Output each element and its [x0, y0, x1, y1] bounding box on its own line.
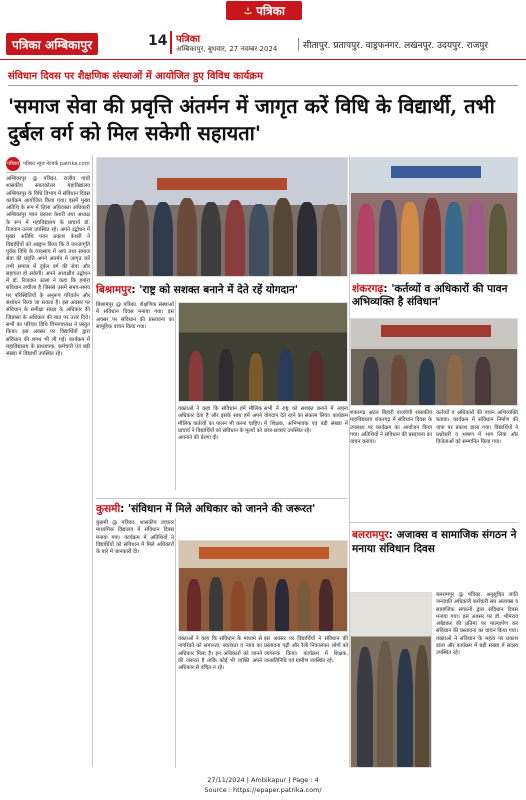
page-number: 14 [148, 33, 168, 49]
event-photo-balrampur [350, 592, 432, 768]
story-place: बिश्रामपुर [96, 284, 132, 296]
byline [6, 155, 90, 173]
lead-headline: 'समाज सेवा की प्रवृत्ति अंतर्मन में जागृत करें विधि के विद्यार्थी, तभी दुर्बल वर्ग को मिल सकेगी सहायता' [8, 94, 495, 145]
masthead [0, 30, 526, 60]
city-list: सीतापुर. प्रतापपुर. वाड्रफनगर. लखनपुर. उदयपुर. राजपुर [298, 38, 488, 51]
lamp-icon [243, 6, 253, 16]
group-photo-shankargarh [350, 157, 518, 275]
story-place: शंकरगढ़ [352, 283, 384, 295]
column-divider [175, 300, 176, 490]
divider [8, 85, 518, 86]
footer-date-page: 27/11/2024 | Ambikapur | Page : 4 [207, 776, 319, 784]
story-headline-kusmi: कुसमी: 'संविधान में मिले अधिकार को जानने की जरूरत' [96, 503, 316, 515]
story-body: वक्ताओं ने कहा कि संविधान हमें मौलिक अधिकार देता है और इसके साथ हमें अपने मौलिक कर्तव्यों का पालन भी करना चाहिए। प्राचार्य ने विद्यार्थियों को संविधान के मूल्यों को अपनाने की प्रेरणा दी। [178, 406, 262, 442]
story-body: शंकरगढ़ अटल बिहारी वाजपेयी शासकीय महाविद्यालय शंकरगढ़ में संविधान दिवस के उपलक्ष्य पर कार्यक्रम का आयोजन किया गया। अतिथियों ने संविधान की प्रस्तावना का वाचन कराया। [350, 410, 432, 446]
page-footer [0, 775, 526, 795]
date-line: अम्बिकापुर, बुधवार, 27 नवम्बर 2024 [176, 45, 278, 53]
section-divider [96, 498, 348, 499]
edition-label: पत्रिका अम्बिकापुर [6, 33, 98, 55]
footer-source: Source : https://epaper.patrika.com/ [204, 786, 322, 794]
group-photo-ambikapur [96, 157, 348, 277]
event-photo-bishrampur [178, 302, 348, 402]
logo-text: पत्रिका [256, 4, 285, 18]
story-title: 'संविधान में मिले अधिकार को जानने की जरूरत' [128, 503, 316, 515]
byline-logo: पत्रिका [6, 157, 20, 171]
story-body: कुसमी @ पत्रिका. शासकीय उच्चतर माध्यमिक विद्यालय में संविधान दिवस मनाया गया। कार्यक्रम में अतिथियों ने विद्यार्थियों को संविधान में मिले अधिकारों के बारे में जानकारी दी। [96, 520, 174, 556]
section-divider [350, 522, 518, 523]
story-headline-balrampur: बलरामपुर: अजाक्स व सामाजिक संगठन ने मनाया संविधान दिवस [352, 529, 517, 555]
story-body: कर्तव्यों व अधिकारों की पावन अभिव्यक्ति बताया। कार्यक्रम में संविधान निर्माण की यात्रा पर प्रकाश डाला गया। विद्यार्थियों ने प्रश्नोत्तरी व भाषण में भाग लिया और विजेताओं को सम्मानित किया गया। [436, 410, 518, 446]
column-divider [92, 155, 93, 767]
story-place: बलरामपुर [352, 529, 389, 541]
story-body: बलरामपुर @ पत्रिका. अनुसूचित जाति जनजाति अधिकारी कर्मचारी संघ अजाक्स व सामाजिक संगठनों द्वारा संविधान दिवस मनाया गया। इस अवसर पर डॉ. भीमराव अंबेडकर की प्रतिमा पर माल्यार्पण कर संविधान की प्रस्तावना का वाचन किया गया। वक्ताओं ने संविधान के महत्व पर प्रकाश डाला और कार्यक्रम में बड़ी संख्या में सदस्य उपस्थित रहे। [436, 592, 518, 657]
story-title: 'राष्ट्र को सशक्त बनाने में देते रहें योगदान' [139, 284, 298, 296]
story-title: 'कर्तव्यों व अधिकारों की पावन अभिव्यक्ति है संविधान' [352, 283, 508, 308]
lead-body: अम्बिकापुर @ पत्रिका. राजीव गांधी शासकीय स्नातकोत्तर महाविद्यालय अम्बिकापुर के विधि विभाग में संविधान दिवस कार्यक्रम आयोजित किया गया। इसमें मुख्य अतिथि के रूप में जिला अधिवक्ता अधिकारी अम्बिकापुर पवन प्रकाश केशरी तथा अध्यक्ष के रूप में महाविद्यालय के प्राचार्य डॉ. रिजवान उल्ला उपस्थित रहे। अपने उद्बोधन में मुख्य अतिथि पवन प्रकाश केशरी ने विद्यार्थियों को आह्वान किया कि वे जनजागृति पूर्वक विधि के व्यवसाय में आएं तथा समाज सेवा की प्रवृत्ति अपने अंतर्मन में जागृत करें तभी समाज में दुर्बल वर्ग की सेवा और सहायता हो सकेगी। अपने अध्यक्षीय उद्बोधन में डॉ. रिजवान उल्ला ने कहा कि हमारा संविधान लचीला है जिससे उसमें समय-समय पर परिस्थितियों के अनुरूप परिवर्तन और संशोधन किया जा सकता है। इस अवसर पर संविधान के समीक्षा साक्ष्य के अधिकार की जिज्ञासा के अधिकार की बात पर उत्तर दिये। सभी का परिचय विधि विभागाध्यक्ष ने प्रस्तुत किया। इस अवसर पर विद्यार्थियों द्वारा संविधान की शपथ भी ली गई। कार्यक्रम में महाविद्यालय के प्राध्यापक, कर्मचारी एवं बड़ी संख्या में विद्यार्थी उपस्थित रहे। [6, 176, 90, 358]
event-photo-kusmi [178, 540, 348, 632]
publication-name: पत्रिका [176, 34, 201, 45]
story-body: वक्ताओं ने कहा कि संविधान के माध्यम से नागरिकों को समानता, स्वतंत्रता व न्याय का अधिकार मिला है। इन अधिकारों को जानने की जरूरत है ताकि कोई भी व्यक्ति अपने अधिकार से वंचित न रहे। [178, 636, 262, 672]
lead-kicker: संविधान दिवस पर शैक्षणिक संस्थाओं में आयोजित हुए विविध कार्यक्रम [8, 71, 263, 82]
story-body: इस अवसर पर विद्यार्थियों ने संविधान की प्रस्तावना पढ़ी और रैली निकालकर लोगों को जागरूक किया। कार्यक्रम में शिक्षक, जनप्रतिनिधि एवं ग्रामीण उपस्थित रहे। [264, 636, 348, 664]
story-place: कुसमी [96, 503, 121, 515]
byline-text: पत्रिका न्यूज नेटवर्क patrika.com [23, 160, 90, 167]
column-divider [175, 518, 176, 768]
lead-story-column [6, 155, 90, 767]
event-photo-shankargarh [350, 318, 518, 406]
story-body: बिश्रामपुर @ पत्रिका. शैक्षणिक संस्थाओं में संविधान दिवस मनाया गया। इस अवसर पर संविधान की प्रस्तावना का सामूहिक वाचन किया गया। [96, 302, 174, 330]
top-bar [0, 0, 526, 22]
patrika-logo [226, 1, 302, 20]
story-body: सभी ने राष्ट्र को सशक्त बनाने में अपना योगदान देते रहने का संकल्प लिया। कार्यक्रम में शिक्षक, अभिभावक एवं बड़ी संख्या में छात्र-छात्राएं उपस्थित रहे। [264, 406, 348, 434]
story-title: अजाक्स व सामाजिक संगठन ने मनाया संविधान दिवस [352, 529, 517, 555]
story-headline-shankargarh: शंकरगढ़: 'कर्तव्यों व अधिकारों की पावन अभिव्यक्ति है संविधान' [352, 283, 508, 308]
publication-block [170, 31, 277, 54]
story-headline-bishrampur: बिश्रामपुर: 'राष्ट्र को सशक्त बनाने में देते रहें योगदान' [96, 284, 298, 296]
